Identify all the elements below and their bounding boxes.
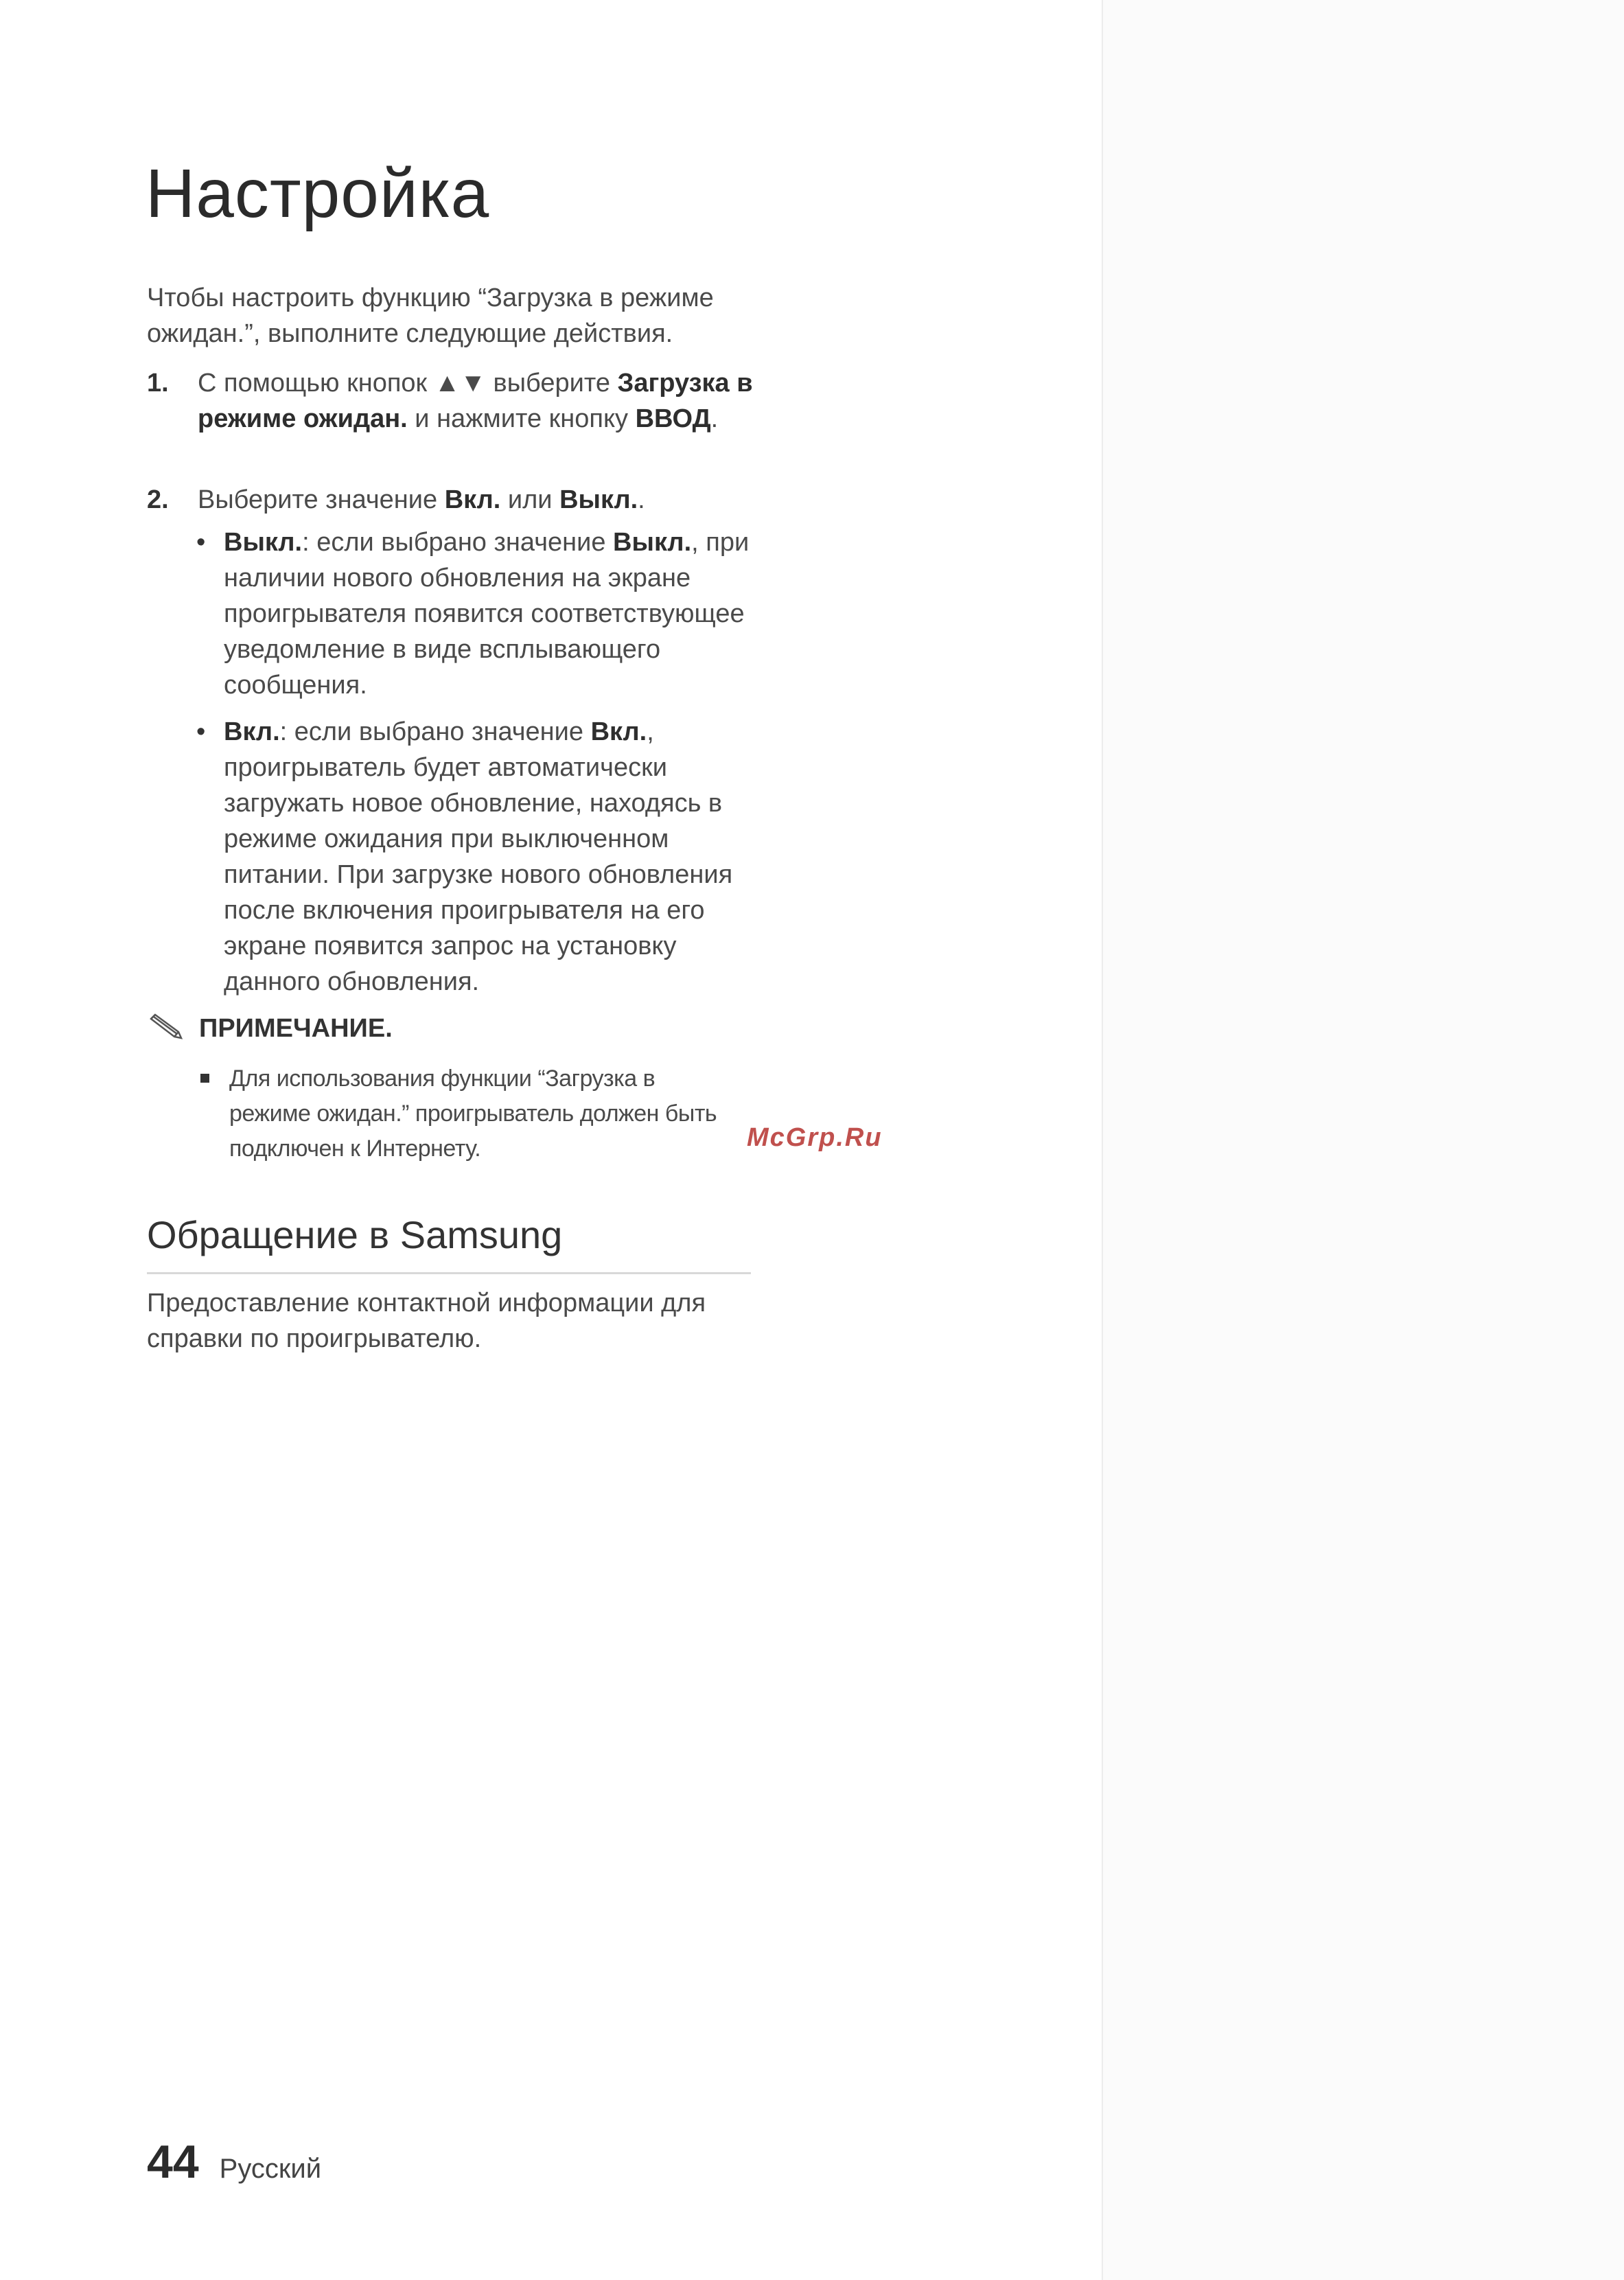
language-label: Русский bbox=[219, 2154, 322, 2184]
note-label: ПРИМЕЧАНИЕ. bbox=[199, 1013, 393, 1043]
square-bullet-icon bbox=[200, 1074, 209, 1083]
section-title: Обращение в Samsung bbox=[147, 1213, 563, 1256]
step-text: Выберите значение Вкл. или Выкл.. bbox=[198, 485, 645, 514]
bullet-dot: • bbox=[196, 717, 206, 746]
note-heading bbox=[147, 1013, 393, 1044]
note-text: Для использования функции “Загрузка в режиме ожидан.” проигрыватель должен быть подключен к Интернету. bbox=[229, 1066, 717, 1162]
watermark: McGrp.Ru bbox=[747, 1123, 883, 1152]
step-2 bbox=[147, 482, 765, 520]
section-text: Предоставление контактной информации для справки по проигрывателю. bbox=[147, 1289, 706, 1353]
step-number: 2. bbox=[147, 485, 169, 514]
intro-text: Чтобы настроить функцию “Загрузка в режиме ожидан.”, выполните следующие действия. bbox=[147, 284, 714, 348]
bullet-text: Выкл.: если выбрано значение Выкл., при наличии нового обновления на экране проигрывателя появится соответствующее уведомление в виде всплывающего сообщения. bbox=[224, 528, 750, 700]
page-number: 44 bbox=[147, 2136, 199, 2188]
page-title: Настройка bbox=[146, 155, 490, 232]
pencil-icon bbox=[147, 1013, 187, 1044]
bullet-off bbox=[196, 525, 766, 706]
note-item bbox=[200, 1061, 750, 1171]
step-text: С помощью кнопок ▲▼ выберите Загрузка в режиме ожидан. и нажмите кнопку ВВОД. bbox=[198, 369, 753, 433]
bullet-on bbox=[196, 714, 766, 1002]
page-footer bbox=[147, 2135, 321, 2189]
step-1 bbox=[147, 365, 765, 475]
step-number: 1. bbox=[147, 369, 169, 398]
section-divider bbox=[147, 1272, 751, 1274]
page-margin-panel bbox=[1102, 0, 1624, 2280]
bullet-dot: • bbox=[196, 528, 206, 557]
bullet-text: Вкл.: если выбрано значение Вкл., проигрыватель будет автоматически загружать новое обновление, находясь в режиме ожидания при выключенном питании. При загрузке нового обновления после включения проигрывателя на его экране появится запрос на установку данного обновления. bbox=[224, 717, 733, 996]
